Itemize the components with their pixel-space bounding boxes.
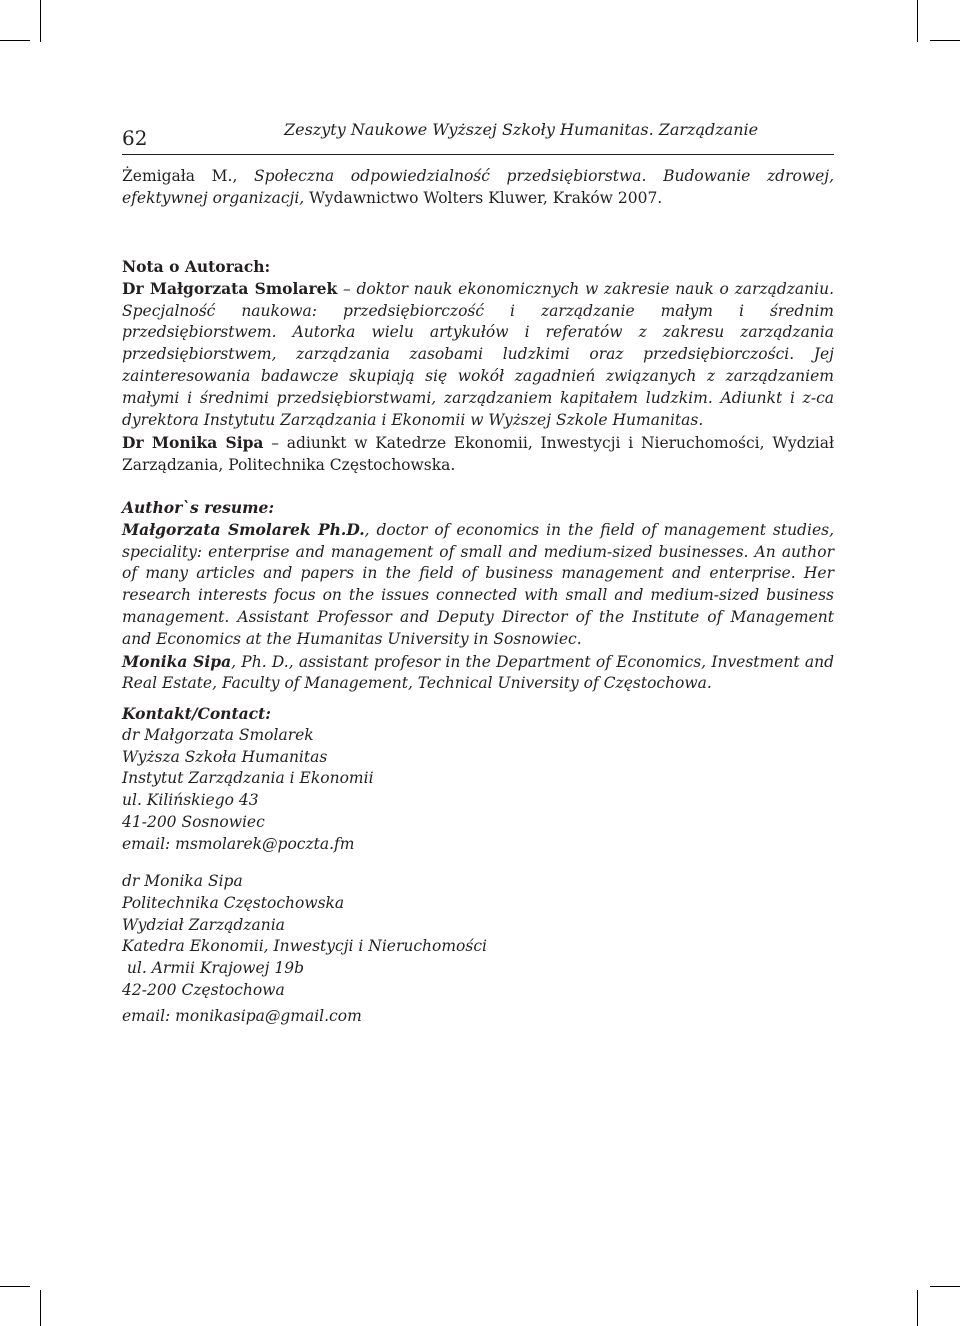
- reference-entry: [122, 166, 834, 210]
- resume-section: [122, 497, 834, 695]
- crop-mark: [0, 40, 30, 41]
- nota-section: [122, 256, 834, 431]
- contact-line: Politechnika Częstochowska: [122, 893, 345, 912]
- nota-sipa: [122, 432, 834, 477]
- nota-heading: Nota o Autorach:: [122, 257, 271, 276]
- contact-line: ul. Armii Krajowej 19b: [122, 959, 305, 978]
- contact-line: dr Monika Sipa: [122, 872, 243, 890]
- crop-mark: [0, 1286, 30, 1287]
- nota-smolarek: [122, 278, 834, 432]
- contact-line: Wydział Zarządzania: [122, 915, 285, 934]
- contact-line: Instytut Zarządzania i Ekonomii: [122, 769, 374, 788]
- page-number: 62: [122, 126, 148, 150]
- contact-heading: Kontakt/Contact:: [122, 704, 271, 723]
- resume-smolarek-text: , doctor of economics in the field of management studies, speciality: enterprise and management of small and medium-sized businesses. An author of many articles and papers in the field of business management and enterprise. Her research interests focus on the issues connected with small and medium-sized business management. Assistant Professor and Deputy Director of the Institute of Management and Economics at the Humanitas University in Sosnowiec.: [122, 520, 834, 648]
- contact-line: 42-200 Częstochowa: [122, 980, 285, 999]
- reference-publisher: Wydawnictwo Wolters Kluwer, Kraków 2007.: [304, 188, 663, 207]
- contact-email: email: msmolarek@poczta.fm: [122, 834, 355, 853]
- resume-heading: Author`s resume:: [122, 498, 275, 517]
- nota-sipa-name: Dr Monika Sipa: [122, 433, 264, 452]
- resume-sipa: [122, 651, 834, 696]
- resume-sipa-text: , assistant profesor in the Department of Economics, Investment and Real Estate, Faculty of Management, Technical University of Częstochowa.: [122, 652, 835, 693]
- contact-line: 41-200 Sosnowiec: [122, 812, 265, 831]
- nota-smolarek-text: – doktor nauk ekonomicznych w zakresie nauk o zarządzaniu. Specjalność naukowa: przedsiębiorczość i zarządzanie małym i średnim przedsiębiorstwem. Autorka wielu artykułów i referatów z zakresu zarządzania przedsiębiorstwem, zarządzania zasobami ludzkimi oraz przedsiębiorczości. Jej zainteresowania badawcze skupiają się wokół zagadnień związanych z zarządzaniem małymi i średnimi przedsiębiorstwami, zarządzaniem kapitałem ludzkim. Adiunkt i z-ca dyrektora Instytutu Zarządzania i Ekonomii w Wyższej Szkole Humanitas.: [122, 279, 834, 429]
- resume-sipa-degree: , Ph. D.: [231, 652, 289, 671]
- contact-section: [122, 703, 834, 856]
- reference-title: Społeczna odpowiedzialność przedsiębiorstwa. Budowanie zdrowej, efektywnej organizacji,: [122, 167, 834, 207]
- contact-line: ul. Kilińskiego 43: [122, 791, 259, 810]
- nota-sipa-text: – adiunkt w Katedrze Ekonomii, Inwestycji i Nieruchomości, Wydział Zarządzania, Politechnika Częstochowska.: [122, 434, 834, 474]
- contact-line: dr Małgorzata Smolarek: [122, 725, 314, 744]
- contact-email: email: monikasipa@gmail.com: [122, 1006, 362, 1025]
- contact-sipa: [122, 871, 834, 1028]
- contact-line: Katedra Ekonomii, Inwestycji i Nieruchomości: [122, 937, 487, 956]
- nota-smolarek-name: Dr Małgorzata Smolarek: [122, 278, 338, 298]
- resume-smolarek-name: Małgorzata Smolarek Ph.D.: [122, 519, 365, 539]
- reference-author: Żemigała M.,: [122, 167, 255, 185]
- crop-mark: [930, 40, 960, 41]
- crop-mark: [40, 0, 41, 42]
- journal-title: Zeszyty Naukowe Wyższej Szkoły Humanitas. Zarządzanie: [284, 120, 759, 139]
- resume-smolarek: [122, 519, 834, 651]
- crop-mark: [930, 1286, 960, 1287]
- crop-mark: [917, 0, 918, 42]
- crop-mark: [917, 1290, 918, 1326]
- contact-line: Wyższa Szkoła Humanitas: [122, 747, 328, 766]
- resume-sipa-name: Monika Sipa: [122, 651, 232, 671]
- running-header: [122, 116, 834, 155]
- crop-mark: [40, 1290, 41, 1326]
